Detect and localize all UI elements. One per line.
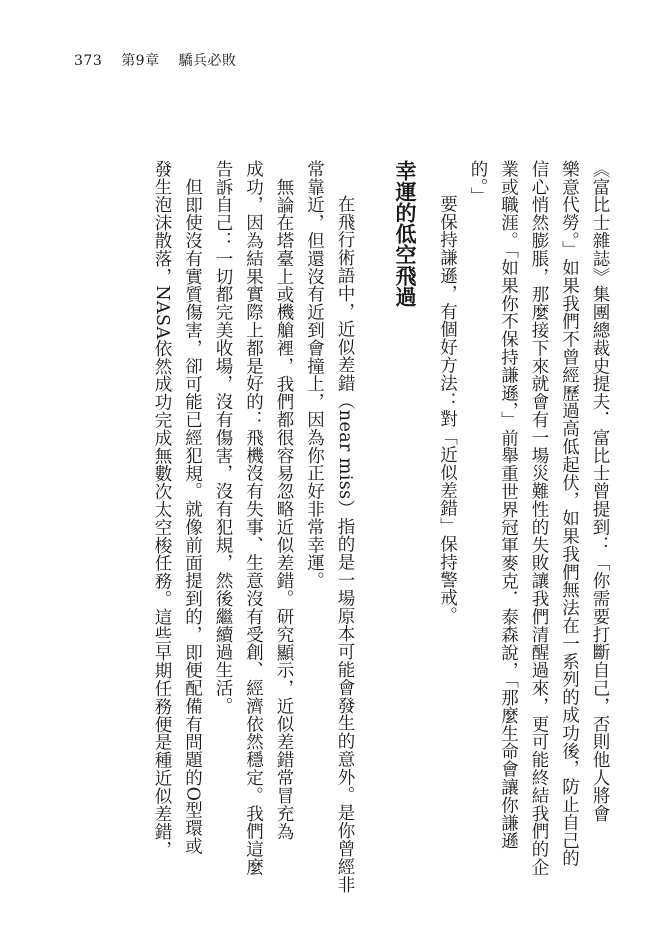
section-heading: 幸運的低空飛過 <box>393 160 417 307</box>
paragraph-line: 要保持謙遜，有個好方法：對「近似差錯」保持警戒。 <box>437 195 458 625</box>
paragraph-line: 樂意代勞。」如果我們不曾經歷過高低起伏，如果我們無法在一系列的成功後，防止自己的 <box>559 160 580 868</box>
paragraph-line: 無論在塔臺上或機艙裡，我們都很容易忽略近似差錯。研究顯示，近似差錯常冒充為 <box>274 177 294 840</box>
chapter-title: 驕兵必敗 <box>178 53 237 69</box>
paragraph-line: 在飛行術語中，近似差錯（near miss）指的是一場原本可能會發生的意外。是你曾經非 <box>335 195 355 894</box>
chapter-number: 第9章 <box>121 53 160 69</box>
paragraph-line: 成功，因為結果實際上都是好的：飛機沒有失事、生意沒有受創、經濟依然穩定。我們這麼 <box>243 160 264 876</box>
vertical-text-body <box>55 160 615 900</box>
running-header <box>74 50 251 70</box>
paragraph-line: 信心悄然膨脹，那麼接下來就會有一場災難性的失敗讓我們清醒過來，更可能終結我們的企 <box>529 160 549 876</box>
paragraph-line: 業或職涯。「如果你不保持謙遜，」前舉重世界冠軍麥克．泰森說，「那麼生命會讓你謙遜 <box>498 160 519 850</box>
paragraph-line: 《富比士雜誌》集團總裁史提夫．富比士曾提到：「你需要打斷自己，否則他人將會 <box>590 160 610 823</box>
paragraph-line: 告訴自己：一切都完美收場，沒有傷害，沒有犯規，然後繼續過生活。 <box>213 160 233 715</box>
paragraph-line: 發生泡沫散落，NASA依然成功完成無數次太空梭任務。這些早期任務便是種近似差錯， <box>152 160 172 859</box>
paragraph-line: 常靠近，但還沒有近到會撞上，因為你正好非常幸運。 <box>304 160 325 590</box>
page-number: 373 <box>74 53 103 69</box>
paragraph-line: 的。」 <box>468 160 488 205</box>
paragraph-line: 但即使沒有實質傷害，卻可能已經犯規。就像前面提到的，即便配備有問題的O型環或 <box>182 177 203 855</box>
